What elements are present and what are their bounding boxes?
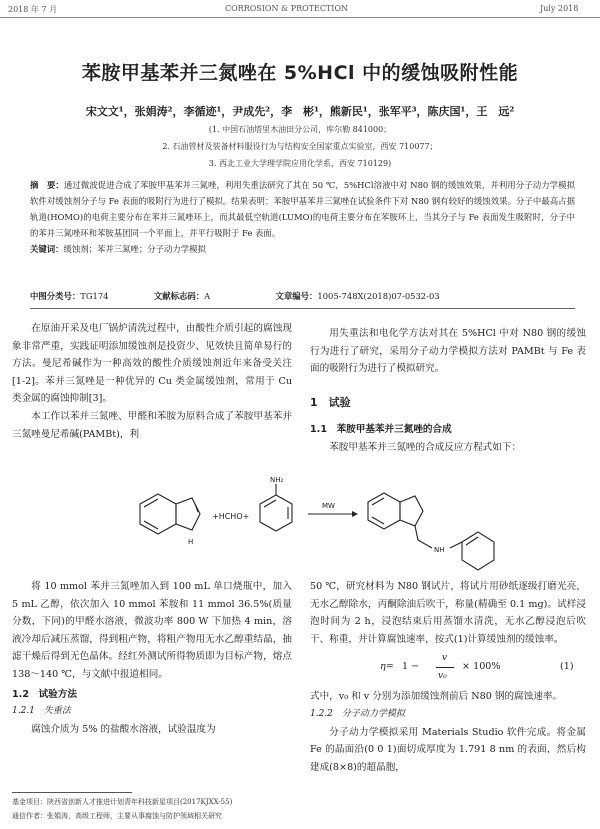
section-heading-1-2-1: 1.2.1 失重法	[12, 706, 71, 717]
author-list: 宋文文¹，张娟涛²，李循迹¹，尹成先²，李 彬¹，熊新民¹，张军平³，陈庆国¹，王 远²	[85, 105, 515, 118]
section-heading-1-1: 1.1 苯胺甲基苯并三氮唑的合成	[310, 424, 452, 436]
contact-note: 通信作者：张娟涛，高级工程师，主要从事腐蚀与防护领域相关研究	[12, 812, 222, 820]
affiliation-2: 2. 石油管材及装备材料服役行为与结构安全国家重点实验室，西安 710077；	[162, 142, 438, 151]
intro-paragraph-1: 在原油开采及电厂锅炉清洗过程中，由酸性介质引起的腐蚀现象非常严重，实践证明添加缓蚀剂是投资少、见效快且简单易行的方法。曼尼希碱作为一种高效的酸性介质缓蚀剂近年来备受关注[1-2]。苯并三氮唑是一种优异的 Cu 类金属缓蚀剂，常用于 Cu 类金属的腐蚀抑制[3]。	[12, 323, 292, 405]
eq-denominator: v₀	[438, 671, 447, 682]
synthesis-intro: 苯胺甲基苯并三氮唑的合成反应方程式如下：	[329, 441, 522, 453]
funding-note: 基金项目：陕西省创新人才推进计划青年科技新星项目(2017KJXX-55)	[12, 798, 233, 806]
synthesis-procedure: 将 10 mmol 苯并三氮唑加入到 100 mL 单口烧瓶中，加入 5 mL 乙醇，依次加入 10 mmol 苯胺和 11 mmol 36.5%(质量分数，下同)的甲醛水溶液，微波功率 800 W 下加热 4 min，溶液冷却后减压蒸馏，得到粗产物，将粗产物用无水乙醇重结晶，抽滤干燥后得到无色晶体。经红外测试所得物质即为目标产物，熔点 138～140 ℃，与文献中报道相同。	[12, 581, 292, 680]
header-rule	[0, 17, 600, 18]
footnote	[12, 795, 297, 823]
formaldehyde-plus-label: +HCHO+	[212, 512, 250, 521]
reaction-scheme	[100, 474, 560, 574]
eq-number: (1)	[560, 661, 574, 673]
header-journal: CORROSION & PROTECTION	[225, 4, 349, 13]
clc-label: 中图分类号：	[30, 291, 81, 301]
arrow-head	[352, 511, 358, 517]
abstract	[30, 177, 575, 257]
doc-code-label: 文献标志码：	[153, 291, 205, 301]
eq-eta: η=	[380, 661, 394, 673]
weight-loss-intro: 腐蚀介质为 5% 的盐酸水溶液，试验温度为	[31, 723, 216, 735]
aniline-structure	[260, 484, 292, 531]
section-heading-1: 1 试验	[310, 395, 351, 409]
eq-one-minus: 1 −	[402, 661, 420, 673]
doc-code-value: A	[204, 291, 211, 301]
header-date-en: July 2018	[540, 4, 579, 13]
article-id-label: 文章编号：	[275, 291, 318, 301]
nh-hydrogen-label: H	[188, 538, 194, 546]
section-heading-1-2-2: 1.2.2 分子动力学模拟	[310, 708, 405, 719]
benzotriazole-structure	[140, 494, 200, 534]
product-structure	[368, 493, 494, 570]
article-id-value: 1005-748X(2018)07-0532-03	[317, 291, 440, 301]
intro-paragraph-2: 本工作以苯并三氮唑、甲醛和苯胺为原料合成了苯胺甲基苯并三氮唑曼尼希碱(PAMBt)，利	[12, 410, 292, 440]
abstract-rule	[30, 308, 575, 309]
amine-label: NH₂	[270, 476, 284, 484]
weight-loss-procedure: 50 ℃，研究材料为 N80 钢试片，将试片用砂纸逐级打磨光亮，无水乙醇除水，丙酮除油后吹干，称量(精确至 0.1 mg)。试样浸泡时间为 2 h，浸泡结束后用蒸馏水清洗，无水乙醇浸泡后吹干、称重，并计算腐蚀速率，按式(1)计算缓蚀剂的缓蚀率。	[310, 581, 586, 645]
microwave-label: MW	[322, 502, 335, 510]
md-simulation-paragraph: 分子动力学模拟采用 Materials Studio 软件完成。将金属 Fe 的晶面沿(0 0 1)面切成厚度为 1.791 8 nm 的表面，然后构建成(8×8)的超晶胞，	[310, 726, 586, 773]
clc-value: TG174	[80, 291, 109, 301]
affiliation-1: (1. 中国石油塔里木油田分公司，库尔勒 841000；	[208, 125, 392, 134]
right-column-top	[310, 325, 586, 457]
eq-numerator: v	[442, 653, 448, 664]
paper-title: 苯胺甲基苯并三氮唑在 5%HCl 中的缓蚀吸附性能	[81, 62, 519, 84]
affiliation-3: 3. 西北工业大学理学院应用化学系，西安 710129)	[208, 159, 392, 168]
intro-paragraph-3: 用失重法和电化学方法对其在 5%HCl 中对 N80 钢的缓蚀行为进行了研究，采用分子动力学模拟方法对 PAMBt 与 Fe 表面的吸附行为进行了模拟研究。	[310, 328, 586, 375]
keywords-label: 关键词：	[30, 244, 64, 254]
header-date: 2018 年 7 月	[8, 5, 58, 14]
running-header	[0, 0, 600, 18]
article-meta	[30, 290, 440, 302]
abstract-label: 摘 要：	[30, 180, 64, 190]
abstract-text: 通过微波促进合成了苯胺甲基苯并三氮唑，利用失重法研究了其在 50 ℃，5%HCl溶液中对 N80 钢的缓蚀效果，并利用分子动力学模拟软件对缓蚀剂分子与 Fe 表面的吸附行为进行了模拟。结果表明：苯胺甲基苯并三氮唑在试验条件下对 N80 钢有较好的缓蚀效果。分子中最高占据轨道(HOMO)的电荷主要分布在苯并三氮唑环上，而其最低空轨道(LUMO)的电荷主要分布在苯胺环上，当其分子与 Fe 表面发生吸附时，分子中的苯并三氮唑环和苯胺基团同一个平面上，并平行吸附于 Fe 表面。	[30, 180, 575, 238]
keywords-text: 缓蚀剂；苯并三氮唑；分子动力学模拟	[63, 244, 206, 254]
section-heading-1-2: 1.2 试验方法	[12, 688, 77, 700]
footnote-rule	[12, 792, 132, 793]
equation-explanation: 式中，v₀ 和 v 分别为添加缓蚀剂前后 N80 钢的腐蚀速率。	[310, 691, 563, 703]
eq-tail: × 100%	[462, 661, 501, 673]
left-column-bottom	[12, 578, 292, 738]
equation-1	[310, 650, 586, 686]
right-column-bottom	[310, 578, 586, 776]
left-column-top	[12, 320, 292, 443]
product-nh-label: NH	[434, 546, 445, 554]
